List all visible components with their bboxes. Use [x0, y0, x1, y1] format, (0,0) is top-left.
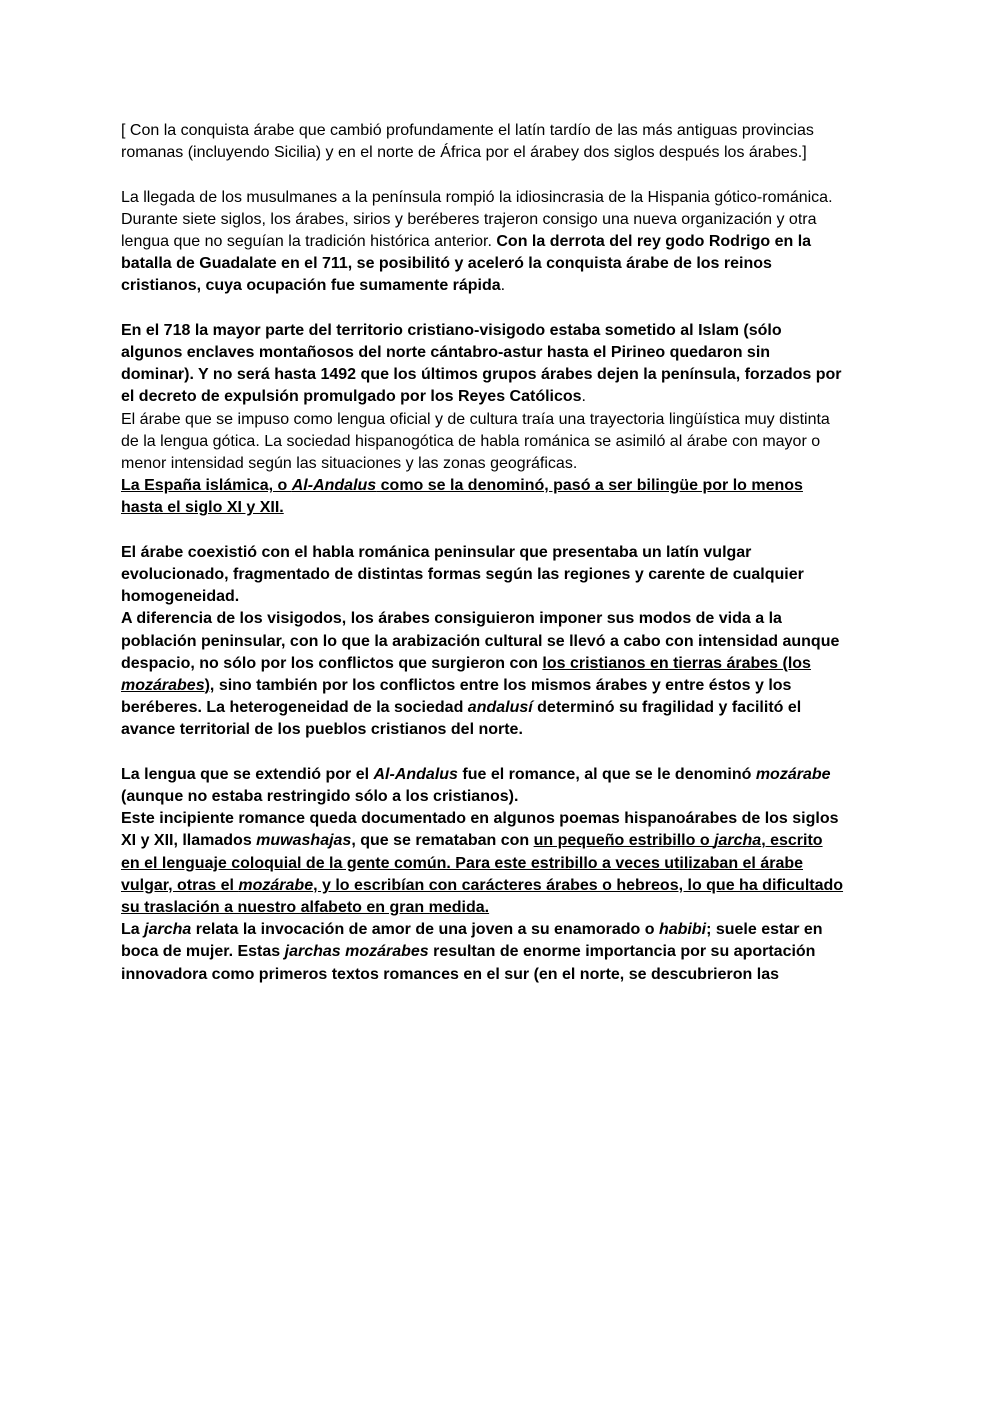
text-run: Al-Andalus	[291, 477, 377, 495]
text-run: resultan de enorme importancia por su aportación	[428, 943, 816, 961]
text-line	[121, 453, 881, 475]
text-run: los cristianos en tierras árabes (los	[542, 654, 811, 672]
text-run: La	[121, 921, 145, 939]
text-run: batalla de Guadalate en el 711, se posibilitó y aceleró la conquista árabe de los reinos	[121, 255, 772, 273]
text-run: romanas (incluyendo Sicilia) y en el norte de África por el árabey dos siglos después los árabes.]	[121, 144, 807, 162]
text-run: avance territorial de los pueblos cristianos del norte.	[121, 721, 523, 739]
text-run: cristianos, cuya ocupación fue sumamente rápida	[121, 277, 501, 295]
text-run: lengua que no seguían la tradición histórica anterior.	[121, 233, 497, 250]
paragraph	[121, 187, 881, 298]
text-run: despacio, no sólo por los conflictos que surgieron con	[121, 654, 543, 672]
text-line	[121, 542, 881, 564]
text-run: boca de mujer. Estas	[121, 943, 285, 961]
paragraph	[121, 542, 881, 742]
text-run: , escrito	[761, 832, 823, 850]
paragraph	[121, 320, 881, 520]
text-line	[121, 808, 881, 830]
text-run: población peninsular, con lo que la arabización cultural se llevó a cabo con intensidad aunque	[121, 632, 840, 650]
text-run: menor intensidad según las situaciones y las zonas geográficas.	[121, 455, 578, 473]
text-line	[121, 231, 881, 253]
text-run: El árabe que se impuso como lengua oficial y de cultura traía una trayectoria lingüística muy distinta	[121, 410, 830, 428]
text-run: en el lenguaje coloquial de la gente común. Para este estribillo a veces utilizaban el árabe	[121, 854, 804, 872]
text-run: muwashajas	[256, 832, 352, 850]
text-run: , y lo escribían con carácteres árabes o hebreos, lo que ha dificultado	[313, 876, 844, 894]
text-run: La España islámica, o	[121, 477, 292, 495]
text-line	[121, 120, 881, 142]
text-line	[121, 386, 881, 408]
text-line	[121, 941, 881, 963]
text-run: , que se remataban con	[351, 832, 534, 850]
text-run: relata la invocación de amor de una joven a su enamorado o	[191, 921, 659, 939]
text-run: ; suele estar en	[706, 921, 823, 939]
text-run: andalusí	[467, 699, 533, 717]
text-run: jarcha	[144, 921, 192, 939]
text-run: El árabe coexistió con el habla románica peninsular que presentaba un latín vulgar	[121, 543, 752, 561]
paragraph	[121, 120, 881, 164]
text-run: beréberes. La heterogeneidad de la sociedad	[121, 699, 468, 717]
text-run: La llegada de los musulmanes a la península rompió la idiosincrasia de la Hispania gótico-románica.	[121, 188, 833, 206]
text-line	[121, 875, 881, 897]
document-page	[121, 120, 881, 1008]
text-line	[121, 853, 881, 875]
text-line	[121, 564, 881, 586]
text-line	[121, 209, 881, 231]
text-run: el decreto de expulsión promulgado por los Reyes Católicos	[121, 388, 582, 406]
text-line	[121, 964, 881, 986]
text-line	[121, 653, 881, 675]
text-run: La lengua que se extendió por el	[121, 765, 374, 783]
text-run: , sino también por los conflictos entre los mismos árabes y entre éstos y los	[209, 677, 792, 695]
text-run: (aunque no estaba restringido sólo a los cristianos).	[121, 788, 519, 806]
text-run: habibi	[658, 921, 707, 939]
text-run: como se la denominó, pasó a ser bilingüe por lo menos	[376, 477, 803, 495]
text-line	[121, 342, 881, 364]
text-run: vulgar, otras el	[121, 876, 239, 894]
text-run: [ Con la conquista árabe que cambió profundamente el latín tardío de las más antiguas provincias	[121, 122, 814, 139]
text-line	[121, 431, 881, 453]
text-line	[121, 586, 881, 608]
text-line	[121, 631, 881, 653]
text-run: En el 718 la mayor parte del territorio cristiano-visigodo estaba sometido al Islam (sólo	[121, 321, 782, 339]
text-run: Este incipiente romance queda documentado en algunos poemas hispanoárabes de los siglos	[121, 810, 839, 828]
text-run: mozárabe	[238, 876, 314, 894]
text-line	[121, 409, 881, 431]
text-line	[121, 475, 881, 497]
paragraph	[121, 764, 881, 986]
text-run: )	[204, 677, 210, 695]
text-line	[121, 697, 881, 719]
text-run: Durante siete siglos, los árabes, sirios y beréberes trajeron consigo una nueva organización y otra	[121, 210, 817, 228]
text-line	[121, 497, 881, 519]
text-run: homogeneidad.	[121, 588, 240, 606]
text-run: A diferencia de los visigodos, los árabes consiguieron imponer sus modos de vida a la	[121, 610, 782, 628]
text-run: innovadora como primeros textos romances en el sur (en el norte, se descubrieron las	[121, 965, 779, 983]
text-run: Al-Andalus	[373, 765, 458, 783]
text-run: .	[500, 277, 506, 295]
text-line	[121, 364, 881, 386]
text-line	[121, 142, 881, 164]
text-run: un pequeño estribillo o	[533, 832, 715, 850]
text-run: algunos enclaves montañosos del norte cántabro-astur hasta el Pirineo quedaron sin	[121, 344, 771, 361]
text-run: dominar). Y no será hasta 1492 que los últimos grupos árabes dejen la península, forzados por	[121, 366, 842, 384]
text-run: mozárabe	[755, 765, 831, 783]
text-line	[121, 719, 881, 741]
text-run: mozárabes	[121, 677, 205, 695]
text-run: hasta el siglo XI y XII.	[121, 499, 284, 517]
text-line	[121, 830, 881, 852]
text-run: fue el romance, al que se le denominó	[457, 765, 756, 783]
text-line	[121, 675, 881, 697]
text-line	[121, 253, 881, 275]
text-line	[121, 897, 881, 919]
text-run: determinó su fragilidad y facilitó el	[532, 699, 802, 717]
text-line	[121, 786, 881, 808]
text-line	[121, 608, 881, 630]
text-run: jarchas mozárabes	[284, 943, 429, 961]
text-run: XI y XII, llamados	[121, 832, 257, 850]
text-line	[121, 764, 881, 786]
text-line	[121, 320, 881, 342]
text-run: .	[581, 388, 586, 406]
text-line	[121, 919, 881, 941]
text-line	[121, 187, 881, 209]
text-run: su traslación a nuestro alfabeto en gran medida.	[121, 899, 490, 917]
text-run: jarcha	[714, 832, 762, 850]
text-run: evolucionado, fragmentado de distintas formas según las regiones y carente de cualquier	[121, 566, 804, 584]
text-run: Con la derrota del rey godo Rodrigo en la	[496, 233, 812, 250]
text-line	[121, 275, 881, 297]
text-run: de la lengua gótica. La sociedad hispanogótica de habla románica se asimiló al árabe con mayor o	[121, 432, 821, 450]
